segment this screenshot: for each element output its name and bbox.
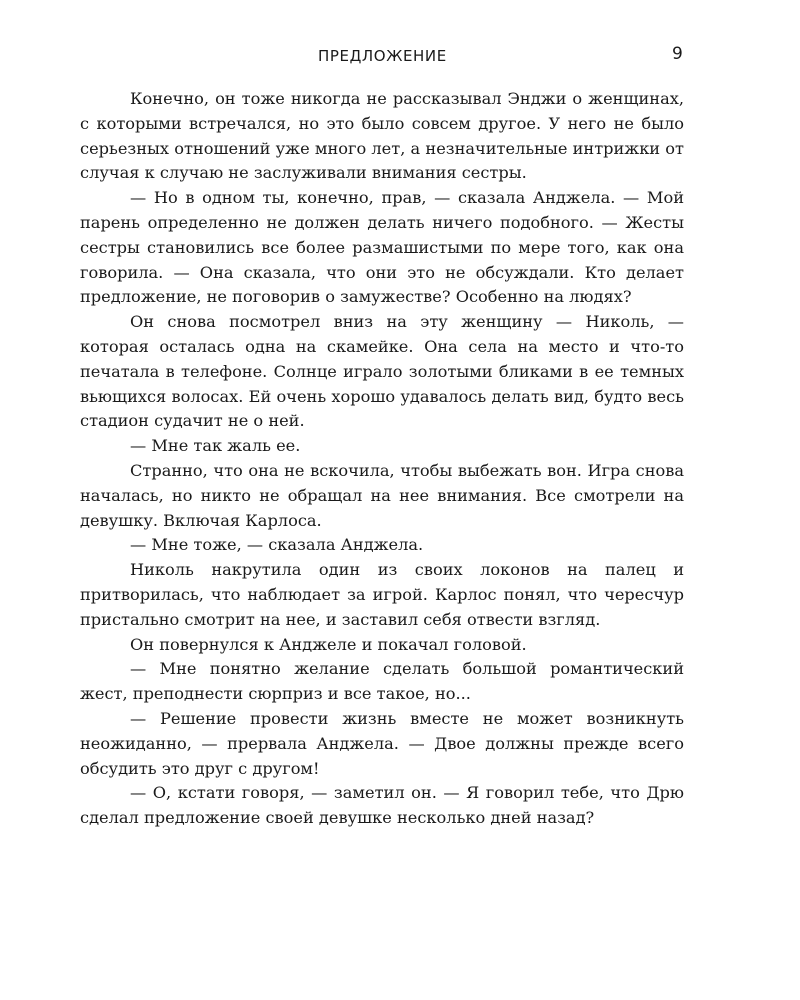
- paragraph: Он повернулся к Анджеле и покачал головой.: [130, 634, 527, 654]
- paragraph: — Мне так жаль ее.: [130, 436, 301, 456]
- paragraph: — Мне понятно желание сделать большой романтический жест, преподнести сюрприз и все такое, но...: [80, 659, 684, 704]
- paragraph: Конечно, он тоже никогда не рассказывал Энджи о женщинах, с которыми встречался, но это было совсем другое. У него не было серьезных отношений уже много лет, а незначительные интрижки от случая к случаю не заслуживали внимания сестры.: [80, 89, 684, 183]
- body-text: [80, 87, 684, 831]
- paragraph: — Мне тоже, — сказала Анджела.: [130, 535, 424, 555]
- paragraph: — Но в одном ты, конечно, прав, — сказала Анджела. — Мой парень определенно не должен делать ничего подобного. — Жесты сестры становились все более размашистыми по мере того, как она говорила. — Она сказала, что они это не обсуждали. Кто делает предложение, не поговорив о замужестве? Особенно на людях?: [80, 188, 684, 307]
- paragraph: Николь накрутила один из своих локонов на палец и притворилась, что наблюдает за игрой. Карлос понял, что чересчур пристально смотрит на нее, и заставил себя отвести взгляд.: [80, 560, 684, 629]
- paragraph: Странно, что она не вскочила, чтобы выбежать вон. Игра снова началась, но никто не обращал на нее внимания. Все смотрели на девушку. Включая Карлоса.: [80, 460, 684, 530]
- paragraph: — О, кстати говоря, — заметил он. — Я говорил тебе, что Дрю сделал предложение своей девушке несколько дней назад?: [80, 783, 684, 828]
- paragraph: Он снова посмотрел вниз на эту женщину — Николь, — которая осталась одна на скамейке. Она села на место и что-то печатала в телефоне. Солнце играло золотыми бликами в ее темных вьющихся волосах. Ей очень хорошо удавалось делать вид, будто весь стадион судачит не о ней.: [80, 312, 684, 431]
- page-number: 9: [672, 44, 683, 64]
- running-title: ПРЕДЛОЖЕНИЕ: [318, 47, 447, 65]
- paragraph: — Решение провести жизнь вместе не может возникнуть неожиданно, — прервала Анджела. — Двое должны прежде всего обсудить это друг с другом!: [80, 708, 684, 778]
